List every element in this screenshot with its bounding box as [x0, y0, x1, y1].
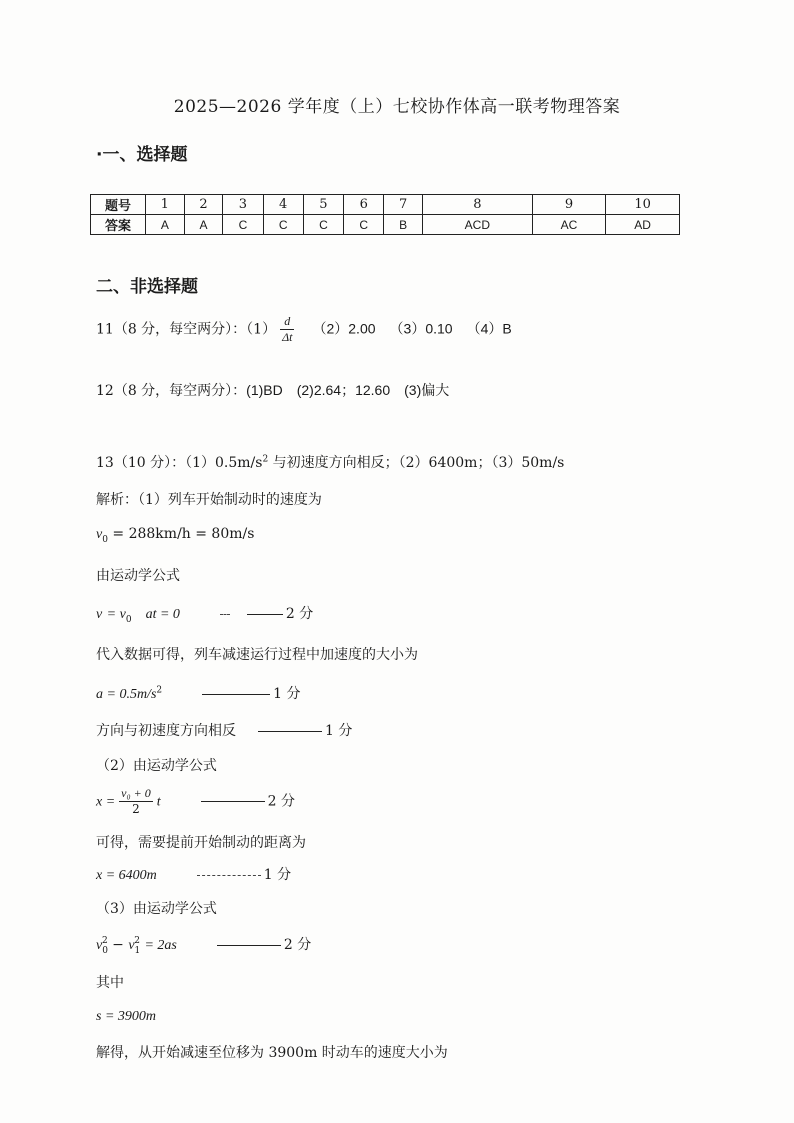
q13-v0-equation: $v_0 = 288km/h = 80m/s$ — [96, 526, 255, 545]
q13-summary-mid: 与初速度方向相反；（2）6400m；（3）50m/s — [272, 455, 565, 471]
row-header-number: 题号 — [91, 195, 146, 215]
q13-accel-exp: 2 — [262, 454, 269, 465]
q13-substitute: 代入数据可得，列车减速运行过程中加速度的大小为 — [96, 647, 418, 663]
q12-line — [96, 380, 449, 400]
page-title: 2025—2026 学年度（上）七校协作体高一联考物理答案 — [173, 97, 621, 117]
table-row-numbers — [91, 195, 680, 215]
row-header-answer: 答案 — [91, 215, 146, 235]
q13-direction-line — [96, 720, 352, 740]
q13-score-2b: 2 分 — [267, 793, 296, 810]
q13-score-1c: 1 分 — [263, 867, 292, 883]
table-cell-number: 4 — [263, 195, 303, 215]
q11-prefix: 11（8 分，每空两分）：（1） — [96, 321, 277, 338]
table-cell-number: 7 — [384, 195, 423, 215]
table-cell-answer: C — [223, 215, 263, 235]
q13-equation-1: $v = v_0$ at = 0 2 分 — [96, 606, 314, 625]
table-row-answers — [91, 215, 680, 235]
table-cell-answer: B — [384, 215, 423, 235]
q13-x-value-line — [96, 864, 291, 884]
q13-x-fraction — [119, 786, 153, 817]
q13-score-2c: 2 分 — [283, 937, 312, 953]
q13-summary-prefix: 13（10 分）：（1） — [96, 455, 215, 471]
q13-accel: 0.5m/s — [215, 455, 263, 471]
q13-part3-heading: （3）由运动学公式 — [96, 901, 217, 917]
q13-score-2a: 2 分 — [285, 606, 314, 622]
q11-part3: （3）0.10 — [389, 320, 453, 337]
table-cell-answer: ACD — [422, 215, 532, 235]
q11-part2: （2）2.00 — [312, 320, 376, 337]
q12-part2: (2)2.64；12.60 — [296, 382, 391, 398]
q13-eq3: = 2as — [144, 938, 177, 953]
q13-eq1b: at = 0 — [145, 607, 180, 622]
table-cell-answer: AD — [606, 215, 680, 235]
q13-direction: 方向与初速度方向相反 — [96, 723, 236, 739]
q13-kinematics-1: 由运动学公式 — [96, 568, 180, 584]
q11-frac-num: d — [284, 314, 291, 328]
q11-line — [96, 314, 512, 345]
table-cell-answer: A — [184, 215, 223, 235]
q13-distance-text: 可得，需要提前开始制动的距离为 — [96, 835, 306, 851]
q13-a-exp: 2 — [156, 685, 163, 696]
table-cell-number: 3 — [223, 195, 263, 215]
q13-accel-line — [96, 683, 301, 703]
q13-s-value — [96, 1008, 156, 1025]
table-cell-answer: A — [146, 215, 185, 235]
q13-x-den: 2 — [119, 801, 153, 817]
q13-x-eq: x = — [96, 794, 116, 810]
q11-part4: （4）B — [466, 320, 512, 337]
q13-part2-heading: （2）由运动学公式 — [96, 758, 217, 774]
q13-eq1: = v — [106, 607, 126, 622]
section-heading-nonchoice: 二、非选择题 — [96, 277, 198, 297]
q13-analysis: 解析：（1）列车开始制动时的速度为 — [96, 492, 322, 508]
answer-table — [90, 194, 680, 235]
table-cell-number: 1 — [146, 195, 185, 215]
q13-score-1a: 1 分 — [273, 686, 301, 702]
q13-a-eq: a = 0.5m/s — [96, 687, 157, 702]
q13-v0-value: = 288km/h = 80m/s — [112, 526, 255, 542]
table-cell-number: 2 — [184, 195, 223, 215]
q13-x-value: x = 6400m — [96, 868, 157, 883]
table-cell-number: 8 — [422, 195, 532, 215]
table-cell-number: 5 — [303, 195, 343, 215]
q12-part3: (3)偏大 — [404, 382, 450, 398]
table-cell-number: 6 — [344, 195, 384, 215]
q12-prefix: 12（8 分，每空两分）： — [96, 383, 247, 399]
q13-x-num: v₀ + 0 — [121, 786, 151, 800]
table-cell-answer: C — [303, 215, 343, 235]
q13-s-val: s = 3900m — [96, 1009, 157, 1024]
q11-frac-den: Δt — [282, 330, 293, 344]
table-cell-answer: C — [344, 215, 384, 235]
table-cell-answer: C — [263, 215, 303, 235]
section-heading-choice: ·一、选择题 — [96, 145, 188, 165]
q11-fraction — [280, 314, 294, 345]
q12-part1: (1)BD — [246, 382, 283, 398]
q13-where: 其中 — [96, 975, 124, 991]
table-cell-number: 10 — [606, 195, 680, 215]
table-cell-number: 9 — [532, 195, 606, 215]
q13-score-1b: 1 分 — [325, 723, 353, 739]
q13-x-t: t — [156, 794, 161, 810]
q13-equation-3: $v_0^2 - v_1^2 = 2as$ 2 分 — [96, 936, 312, 956]
q13-solve: 解得，从开始减速至位移为 3900m 时动车的速度大小为 — [96, 1045, 448, 1061]
q13-summary — [96, 452, 564, 472]
table-cell-answer: AC — [532, 215, 606, 235]
q13-x-equation — [96, 786, 295, 817]
